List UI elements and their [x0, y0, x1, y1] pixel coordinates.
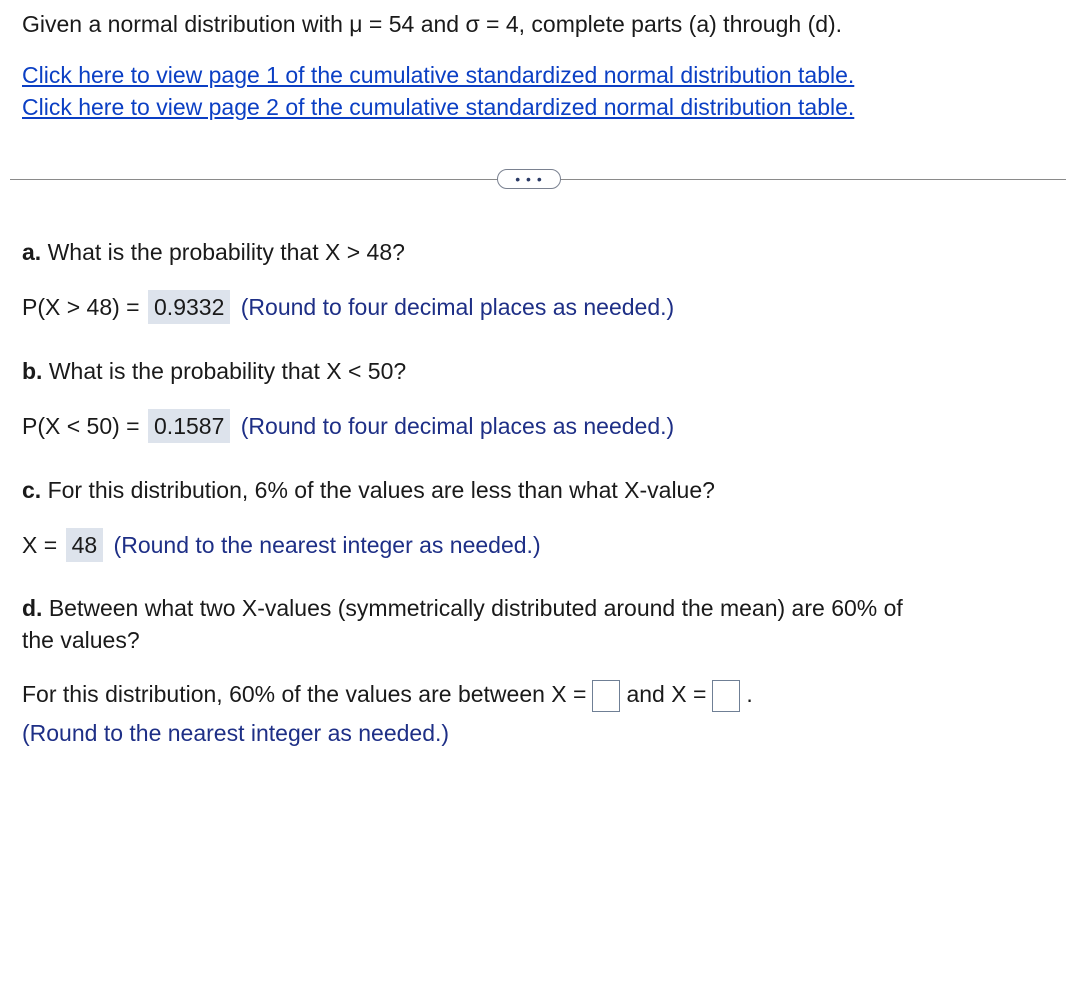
part-b-letter: b. — [22, 358, 43, 384]
part-c-letter: c. — [22, 477, 42, 503]
part-d-hint: (Round to the nearest integer as needed.) — [22, 720, 450, 746]
part-d-question — [22, 592, 903, 624]
table-page-1-link[interactable]: Click here to view page 1 of the cumulative standardized normal distribution table. — [22, 62, 855, 88]
expand-more-button[interactable]: • • • — [497, 169, 561, 189]
part-a-answer-field[interactable]: 0.9332 — [148, 290, 230, 324]
table-page-2-link[interactable]: Click here to view page 2 of the cumulative standardized normal distribution table. — [22, 94, 855, 120]
part-d-answer-mid: and X = — [626, 681, 707, 707]
part-a-letter: a. — [22, 239, 42, 265]
part-a-hint: (Round to four decimal places as needed.) — [240, 294, 675, 320]
part-a-question — [22, 236, 405, 268]
part-d-question-text: Between what two X-values (symmetrically distributed around the mean) are 60% of — [42, 595, 903, 621]
part-c-question — [22, 474, 715, 506]
part-c-answer-field[interactable]: 48 — [66, 528, 104, 562]
part-d-letter: d. — [22, 595, 43, 621]
part-c-hint: (Round to the nearest integer as needed.) — [113, 532, 541, 558]
part-b-answer-row — [22, 409, 674, 443]
part-a-question-text: What is the probability that X > 48? — [41, 239, 405, 265]
part-b-prefix: P(X < 50) = — [22, 413, 147, 439]
part-a-prefix: P(X > 48) = — [22, 294, 147, 320]
part-b-question-text: What is the probability that X < 50? — [42, 358, 407, 384]
part-c-prefix: X = — [22, 532, 64, 558]
part-d-answer-row — [22, 678, 753, 712]
problem-intro: Given a normal distribution with μ = 54 and σ = 4, complete parts (a) through (d). — [22, 11, 843, 37]
part-b-hint: (Round to four decimal places as needed.) — [240, 413, 675, 439]
part-d-upper-input[interactable] — [712, 680, 740, 712]
part-d-question-cont: the values? — [22, 627, 140, 653]
part-b-question — [22, 355, 406, 387]
part-d-answer-suffix: . — [746, 681, 753, 707]
part-c-answer-row — [22, 528, 541, 562]
part-b-answer-field[interactable]: 0.1587 — [148, 409, 230, 443]
part-c-question-text: For this distribution, 6% of the values are less than what X-value? — [41, 477, 715, 503]
part-d-lower-input[interactable] — [592, 680, 620, 712]
part-a-answer-row — [22, 290, 674, 324]
part-d-answer-prefix: For this distribution, 60% of the values are between X = — [22, 681, 587, 707]
